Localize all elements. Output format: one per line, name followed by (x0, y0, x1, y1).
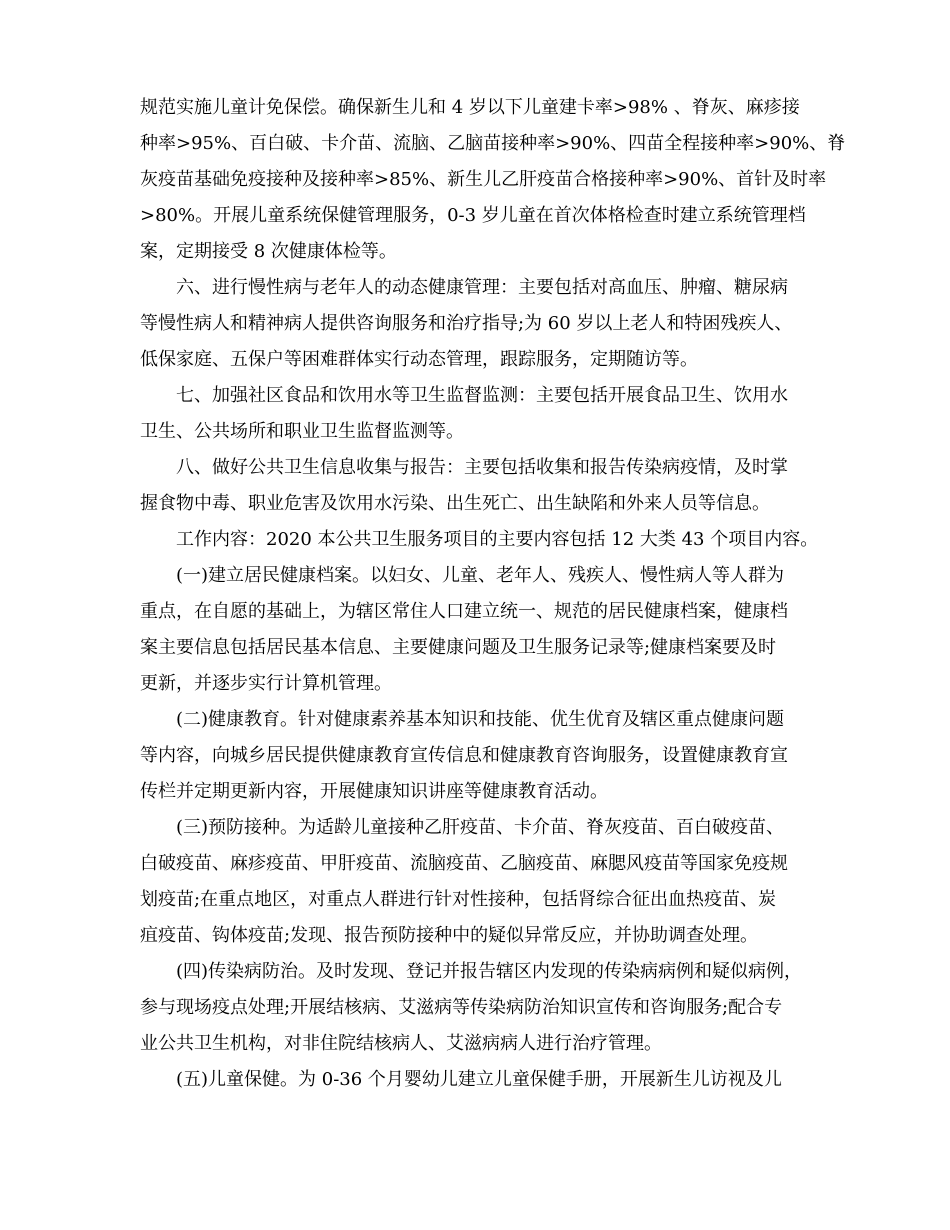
text-line: (二)健康教育。针对健康素养基本知识和技能、优生优育及辖区重点健康问题 (176, 709, 785, 730)
text-line: 重点，在自愿的基础上，为辖区常住人口建立统一、规范的居民健康档案，健康档 (140, 601, 788, 622)
text-line: 白破疫苗、麻疹疫苗、甲肝疫苗、流脑疫苗、乙脑疫苗、麻腮风疫苗等国家免疫规 (140, 853, 788, 874)
text-line: 业公共卫生机构，对非住院结核病人、艾滋病病人进行治疗管理。 (140, 1033, 662, 1054)
paragraph-health-education (140, 702, 810, 810)
text-line: 灰疫苗基础免疫接种及接种率>85%、新生儿乙肝疫苗合格接种率>90%、首针及时率 (140, 169, 827, 190)
paragraph-work-content (140, 522, 819, 558)
paragraph-vaccination (140, 810, 810, 954)
paragraph-child-health (140, 1062, 810, 1098)
text-line: 案主要信息包括居民基本信息、主要健康问题及卫生服务记录等;健康档案要及时 (140, 637, 777, 658)
text-line: >80%。开展儿童系统保健管理服务，0-3 岁儿童在首次体格检查时建立系统管理档 (140, 205, 806, 226)
text-line: 八、做好公共卫生信息收集与报告：主要包括收集和报告传染病疫情，及时掌 (176, 457, 788, 478)
text-line: 案，定期接受 8 次健康体检等。 (140, 241, 397, 262)
text-line: (五)儿童保健。为 0-36 个月婴幼儿建立儿童保健手册，开展新生儿访视及儿 (176, 1069, 782, 1090)
paragraph-child-immunization (140, 90, 846, 270)
text-line: 七、加强社区食品和饮用水等卫生监督监测：主要包括开展食品卫生、饮用水 (176, 385, 788, 406)
text-line: 种率>95%、百白破、卡介苗、流脑、乙脑苗接种率>90%、四苗全程接种率>90%、脊 (140, 133, 846, 154)
text-line: 更新，并逐步实行计算机管理。 (140, 673, 392, 694)
text-line: 等内容，向城乡居民提供健康教育宣传信息和健康教育咨询服务，设置健康教育宣 (140, 745, 788, 766)
paragraph-food-water-supervision (140, 378, 810, 450)
text-line: 划疫苗;在重点地区，对重点人群进行针对性接种，包括肾综合征出血热疫苗、炭 (140, 889, 777, 910)
text-line: 握食物中毒、职业危害及饮用水污染、出生死亡、出生缺陷和外来人员等信息。 (140, 493, 770, 514)
text-line: 传栏并定期更新内容，开展健康知识讲座等健康教育活动。 (140, 781, 608, 802)
text-line: 规范实施儿童计免保偿。确保新生儿和 4 岁以下儿童建卡率>98% 、脊灰、麻疹接 (140, 97, 800, 118)
text-line: 低保家庭、五保户等困难群体实行动态管理，跟踪服务，定期随访等。 (140, 349, 698, 370)
paragraph-infectious-disease (140, 954, 810, 1062)
text-line: (四)传染病防治。及时发现、登记并报告辖区内发现的传染病病例和疑似病例， (176, 961, 803, 982)
text-line: 疽疫苗、钩体疫苗;发现、报告预防接种中的疑似异常反应，并协助调查处理。 (140, 925, 759, 946)
paragraph-health-records (140, 558, 810, 702)
text-line: (一)建立居民健康档案。以妇女、儿童、老年人、残疾人、慢性病人等人群为 (176, 565, 785, 586)
paragraph-chronic-disease (140, 270, 810, 378)
text-line: 参与现场疫点处理;开展结核病、艾滋病等传染病防治知识宣传和咨询服务;配合专 (140, 997, 783, 1018)
text-line: (三)预防接种。为适龄儿童接种乙肝疫苗、卡介苗、脊灰疫苗、百白破疫苗、 (176, 817, 785, 838)
text-line: 卫生、公共场所和职业卫生监督监测等。 (140, 421, 464, 442)
paragraph-health-information (140, 450, 810, 522)
text-line: 六、进行慢性病与老年人的动态健康管理：主要包括对高血压、肿瘤、糖尿病 (176, 277, 788, 298)
text-line: 等慢性病人和精神病人提供咨询服务和治疗指导;为 60 岁以上老人和特困残疾人、 (140, 313, 793, 334)
text-line: 工作内容：2020 本公共卫生服务项目的主要内容包括 12 大类 43 个项目内容。 (176, 529, 819, 550)
